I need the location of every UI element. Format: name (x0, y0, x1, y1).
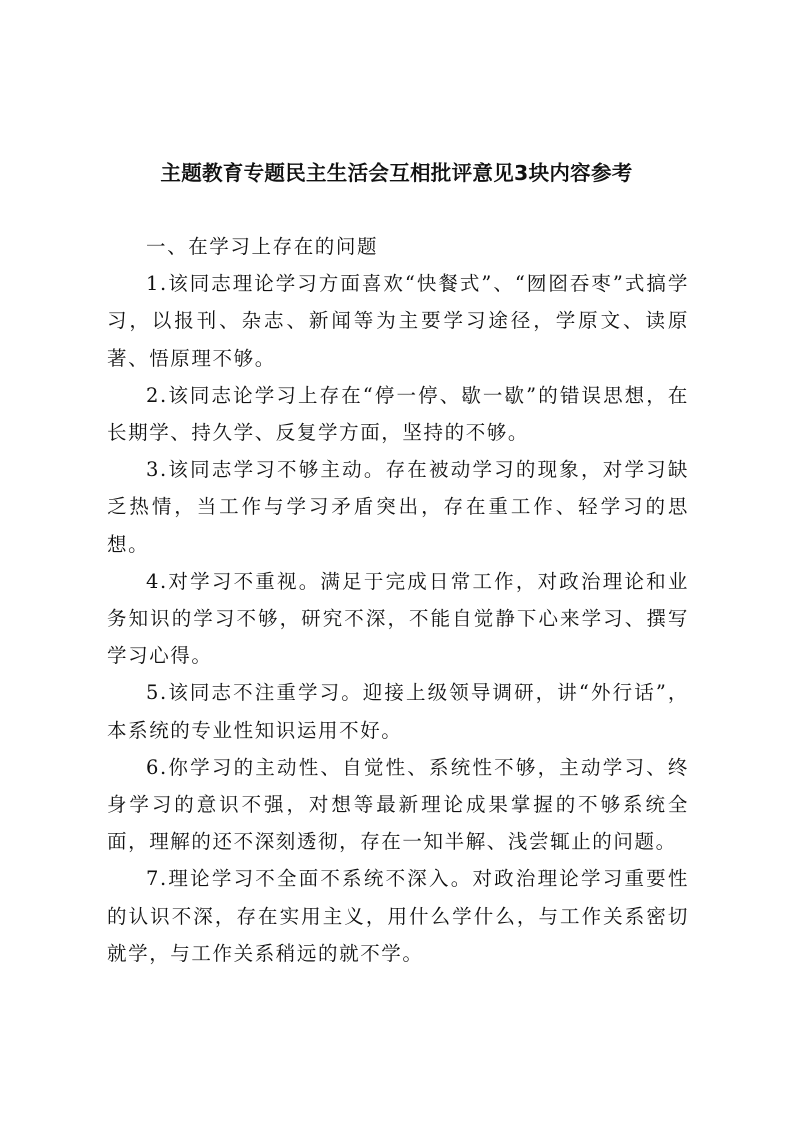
paragraph-item-4: 4.对学习不重视。满足于完成日常工作，对政治理论和业务知识的学习不够，研究不深，不能自觉静下心来学习、撰写学习心得。 (107, 569, 689, 668)
paragraph-item-6: 6.你学习的主动性、自觉性、系统性不够，主动学习、终身学习的意识不强，对想等最新理论成果掌握的不够系统全面，理解的还不深刻透彻，存在一知半解、浅尝辄止的问题。 (107, 755, 689, 854)
document-title: 主题教育专题民主生活会互相批评意见3块内容参考 (160, 161, 633, 185)
document-body (107, 228, 689, 972)
paragraph-item-1: 1.该同志理论学习方面喜欢“快餐式”、“囫囵吞枣”式搞学习，以报刊、杂志、新闻等为主要学习途径，学原文、读原著、悟原理不够。 (107, 272, 689, 370)
paragraph-item-5: 5.该同志不注重学习。迎接上级领导调研，讲“外行话”，本系统的专业性知识运用不好。 (107, 681, 689, 742)
paragraph-item-2: 2.该同志论学习上存在“停一停、歇一歇”的错误思想，在长期学、持久学、反复学方面，坚持的不够。 (107, 383, 689, 445)
paragraph-item-7: 7.理论学习不全面不系统不深入。对政治理论学习重要性的认识不深，存在实用主义，用什么学什么，与工作关系密切就学，与工作关系稍远的就不学。 (107, 867, 689, 965)
section-heading: 一、在学习上存在的问题 (146, 235, 379, 258)
paragraph-item-3: 3.该同志学习不够主动。存在被动学习的现象，对学习缺乏热情，当工作与学习矛盾突出，存在重工作、轻学习的思想。 (107, 458, 689, 556)
